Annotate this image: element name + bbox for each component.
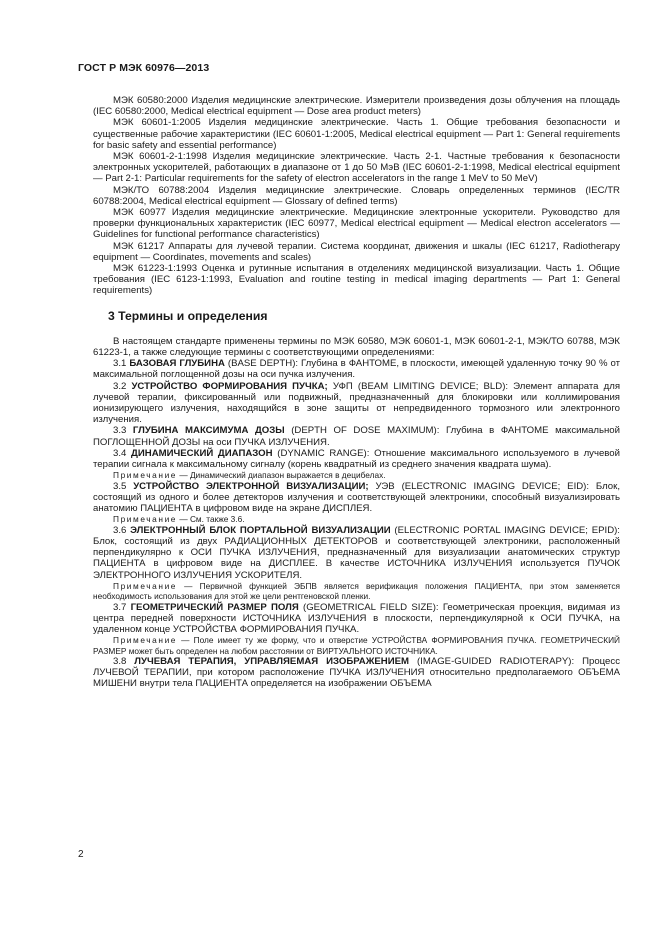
term-3-6 [93, 525, 620, 581]
term-number: 3.6 [113, 524, 127, 536]
term-note [93, 514, 620, 524]
term-name: УСТРОЙСТВО ЭЛЕКТРОННОЙ ВИЗУАЛИЗАЦИИ; [133, 480, 369, 492]
term-3-7 [93, 602, 620, 636]
note-label: Примечание [113, 470, 178, 481]
term-definition: (DYNAMIC RANGE): Отношение максимального используемого в лучевой терапии сигнала к максимальному сигналу (корень квадратный из среднего значения квадрата шума). [93, 447, 620, 471]
reference-item: МЭК 60601-2-1:1998 Изделия медицинские электрические. Часть 2-1. Частные требования к безопасности электронных ускорителей, работающих в диапазоне от 1 до 50 МэВ (IEC 60601-2-1:1998, Medical electrical equipment — Part 2-1: Particular requirements for the safety of electron accelerators in the range 1 MeV to 50 MeV) [93, 151, 620, 185]
term-definition: (DEPTH OF DOSE MAXIMUM): Глубина в ФАНТОМЕ максимальной ПОГЛОЩЕННОЙ ДОЗЫ на оси ПУЧКА ИЗЛУЧЕНИЯ. [93, 425, 620, 448]
term-definition: (GEOMETRICAL FIELD SIZE): Геометрическая проекция, видимая из центра передней поверхности ИСТОЧНИКА ИЗЛУЧЕНИЯ в плоскости, перпендикулярной к ОСИ ПУЧКА, на удаленном конце УСТРОЙСТВА ФОРМИРОВАНИЯ ПУЧКА. [93, 601, 621, 635]
term-number: 3.3 [113, 425, 127, 437]
section-intro: В настоящем стандарте применены термины по МЭК 60580, МЭК 60601-1, МЭК 60601-2-1, МЭК/ТО 60788, МЭК 61223-1, а также следующие термины с соответствующими определениями: [93, 335, 620, 359]
document-body [93, 95, 620, 690]
term-3-2 [93, 381, 620, 426]
section-heading: 3 Термины и определения [108, 308, 268, 323]
reference-item: МЭК 61223-1:1993 Оценка и рутинные испытания в отделениях медицинской визуализации. Часть 1. Общие требования (IEC 6123-1:1993, Evaluation and routine testing in medical imaging departments — Part 1: General requirements) [93, 263, 620, 297]
note-label: Примечание [113, 580, 178, 591]
term-name: ЛУЧЕВАЯ ТЕРАПИЯ, УПРАВЛЯЕМАЯ ИЗОБРАЖЕНИЕМ [134, 655, 410, 667]
note-label: Примечание [113, 635, 178, 646]
term-number: 3.4 [113, 447, 127, 459]
reference-item: МЭК 60601-1:2005 Изделия медицинские электрические. Часть 1. Общие требования безопасности и существенные рабочие характеристики (IEC 60601-1:2005, Medical electrical equipment — Part 1: General requirements for basic safety and essential performance) [93, 117, 620, 151]
term-number: 3.2 [113, 380, 127, 392]
term-definition: (BASE DEPTH): Глубина в ФАНТОМЕ, в плоскости, имеющей удаленную точку 90 % от максимальной поглощенной дозы на оси пучка излучения. [93, 358, 620, 381]
term-name: УСТРОЙСТВО ФОРМИРОВАНИЯ ПУЧКА; [131, 380, 328, 392]
term-definition: УЭВ (ELECTRONIC IMAGING DEVICE; EID): Блок, состоящий из одного и более детекторов излучения и соответствующей электроники, способный визуализировать анатомию ПАЦИЕНТА в цифровом виде на экране ДИСПЛЕЯ. [93, 480, 620, 515]
term-number: 3.1 [113, 358, 127, 370]
term-number: 3.8 [113, 655, 127, 667]
reference-item: МЭК/ТО 60788:2004 Изделия медицинские электрические. Словарь определенных терминов (IEC/TR 60788:2004, Medical electrical equipment — Glossary of defined terms) [93, 184, 620, 207]
reference-item: МЭК 61217 Аппараты для лучевой терапии. Система координат, движения и шкалы (IEC 61217, Radiotherapy equipment — Coordinates, movements and scales) [93, 240, 620, 263]
term-3-1 [93, 358, 620, 380]
note-label: Примечание [113, 514, 178, 525]
reference-item: МЭК 60580:2000 Изделия медицинские электрические. Измерители произведения дозы облучения на площадь (IEC 60580:2000, Medical electrical equipment — Dose area product meters) [93, 95, 620, 118]
term-3-5 [93, 481, 620, 515]
note-text: — См. также 3.6. [177, 514, 245, 525]
term-number: 3.5 [113, 480, 127, 492]
term-note [93, 581, 620, 602]
note-text: — Первичной функцией ЭБПВ является верификация положения ПАЦИЕНТА, при этом заменяется необходимость использования для этой же цели рентгеновской пленки. [93, 580, 620, 602]
term-name: ДИНАМИЧЕСКИЙ ДИАПАЗОН [131, 447, 273, 459]
note-text: — Поле имеет ту же форму, что и отверстие УСТРОЙСТВА ФОРМИРОВАНИЯ ПУЧКА. ГЕОМЕТРИЧЕСКИЙ РАЗМЕР может быть определен на любом расстоянии от ВИРТУАЛЬНОГО ИСТОЧНИКА. [93, 635, 620, 656]
references-list [93, 95, 620, 297]
term-3-4 [93, 448, 620, 470]
term-3-8 [93, 656, 620, 690]
term-note [93, 635, 620, 656]
term-name: ГЛУБИНА МАКСИМУМА ДОЗЫ [132, 425, 285, 437]
document-header: ГОСТ Р МЭК 60976—2013 [78, 62, 210, 74]
note-text: — Динамический диапазон выражается в децибелах. [177, 470, 386, 481]
page-number: 2 [78, 849, 84, 860]
term-name: ГЕОМЕТРИЧЕСКИЙ РАЗМЕР ПОЛЯ [130, 601, 299, 613]
term-definition: (IMAGE-GUIDED RADIOTERAPY): Процесс ЛУЧЕВОЙ ТЕРАПИИ, при котором расположение ПУЧКА ИЗЛУЧЕНИЯ относительно предполагаемого ОБЪЕМА МИШЕНИ внутри тела ПАЦИЕНТА определяется на изображении ОБЪЕМА [93, 655, 620, 690]
term-name: БАЗОВАЯ ГЛУБИНА [129, 358, 225, 370]
term-3-3 [93, 425, 620, 447]
term-number: 3.7 [113, 601, 127, 613]
term-definition: (ELECTRONIC PORTAL IMAGING DEVICE; EPID): Блок, состоящий из двух РАДИАЦИОННЫХ ДЕТЕКТОРОВ и соответствующей электроники, расположенный перпендикулярно к ОСИ ПУЧКА ИЗЛУЧЕНИЯ, предназначенный для визуализации анатомических структур ПАЦИЕНТА в цифровом виде на ДИСПЛЕЕ. В качестве ИСТОЧНИКА ИЗЛУЧЕНИЯ используется ПУЧОК ЭЛЕКТРОННОГО ИЗЛУЧЕНИЯ УСКОРИТЕЛЯ. [93, 524, 620, 581]
term-note [93, 470, 620, 480]
reference-item: МЭК 60977 Изделия медицинские электрические. Медицинские электронные ускорители. Руководство для проверки функциональных характеристик (IEC 60977, Medical electrical equipment — Medical electron accelerators — Guidelines for functional performance characteristics) [93, 207, 620, 241]
term-name: ЭЛЕКТРОННЫЙ БЛОК ПОРТАЛЬНОЙ ВИЗУАЛИЗАЦИИ [130, 524, 391, 536]
term-definition: УФП (BEAM LIMITING DEVICE; BLD): Элемент аппарата для лучевой терапии, фиксированный или подвижный, предназначенный для блокировки или коллимирования ионизирующего излучения, находящийся в зоне защиты от непредвиденного тормозного или электронного излучения. [93, 380, 621, 426]
